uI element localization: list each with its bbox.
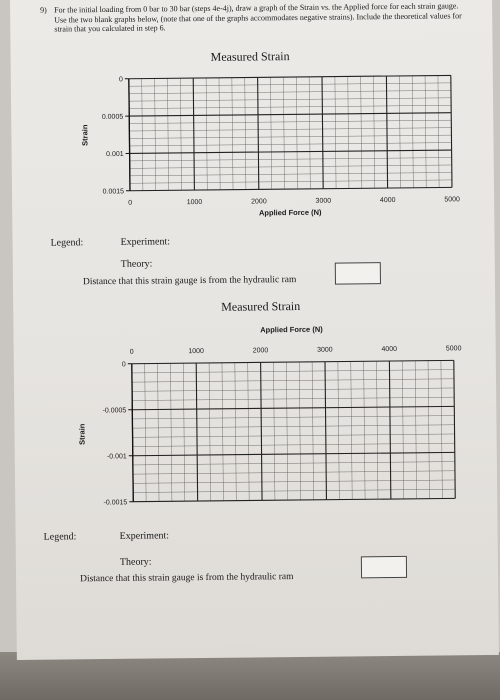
chart-2-x-tick-label: 3000 [317, 346, 333, 354]
chart-1-grid-minor-h [129, 120, 451, 123]
chart-2-y-tick-label: -0.0015 [103, 499, 128, 507]
chart-1-grid-major-h [129, 75, 451, 78]
chart-1-grid-minor-h [129, 128, 451, 131]
chart-1-x-tick-label: 4000 [379, 196, 396, 205]
chart-2-title: Measured Strain [221, 298, 301, 314]
chart-2-grid-major-v [261, 362, 262, 500]
chart-1-grid-minor-v [399, 76, 400, 188]
chart-2-y-axis-title: Strain [77, 423, 87, 445]
chart-1-grid-minor-v [335, 77, 336, 189]
chart-2-grid-minor-v [364, 361, 365, 499]
chart-2-grid-minor-h [132, 425, 454, 428]
chart-2-grid-minor-v [170, 363, 171, 501]
chart-2-grid-minor-v [158, 363, 159, 501]
chart-1-distance-label: Distance that this strain gauge is from the hydraulic ram [82, 275, 297, 288]
chart-1-grid-minor-v [167, 78, 168, 190]
chart-2-grid-minor-v [235, 363, 236, 501]
chart-2-grid-minor-h [133, 462, 455, 465]
chart-2-grid-minor-v [209, 363, 210, 501]
chart-1-grid-minor-h [130, 143, 452, 146]
chart-1-grid-minor-h [129, 90, 451, 93]
chart-1-grid-minor-v [309, 77, 310, 189]
chart-2-grid-minor-h [132, 397, 454, 400]
chart-2-grid-minor-v [222, 363, 223, 501]
chart-1-grid-minor-v [271, 77, 272, 189]
chart-2-grid-minor-v [338, 362, 339, 500]
chart-1-y-tick-label: 0.0005 [101, 113, 124, 121]
chart-2-grid-minor-h [132, 416, 454, 419]
chart-1-x-axis-title: Applied Force (N) [258, 207, 322, 218]
chart-1-x-tick-label: 2000 [251, 198, 267, 206]
chart-1-grid-major-h [129, 113, 451, 116]
chart-1-title: Measured Strain [210, 49, 290, 64]
chart-1-distance-input[interactable] [335, 262, 381, 284]
chart-1-y-axis [129, 79, 130, 191]
chart-1-grid-minor-h [130, 180, 452, 183]
chart-1-grid-minor-v [438, 76, 439, 188]
chart-2-grid-major-v [454, 360, 455, 498]
chart-1-grid-minor-v [361, 76, 362, 188]
chart-2-experiment-label: Experiment: [119, 530, 170, 542]
chart-2-grid-minor-v [402, 361, 403, 499]
chart-1-grid-minor-v [180, 78, 181, 190]
chart-2-grid-minor-h [132, 388, 454, 391]
chart-1-grid-minor-h [130, 165, 452, 168]
chart-1-grid-minor-h [129, 105, 451, 108]
chart-2-x-tick-label: 4000 [381, 345, 398, 354]
chart-2-x-tick-label: 2000 [252, 347, 269, 355]
chart-2-y-tick-label: 0 [121, 361, 126, 369]
chart-2-x-tick-label: 0 [129, 348, 134, 356]
chart-2-grid-major-h [132, 406, 454, 409]
chart-2-grid-major-h [132, 360, 454, 363]
chart-1-grid-minor-h [129, 98, 451, 101]
chart-2-grid-minor-h [132, 370, 454, 373]
chart-2-y-axis [132, 364, 133, 502]
chart-1-legend-label: Legend: [50, 237, 84, 249]
chart-1-y-tick-label: 0.0015 [102, 188, 125, 196]
question-text: For the initial loading from 0 bar to 30 bar (steps 4e-4j), draw a graph of the Strain vs. the Applied force for each strain gauge. Use the two blank graphs below, (note that one of the graphs accommodates negative strains). Include the theoretical values for strain that you calculated in step 6. [54, 1, 462, 34]
chart-2-grid-minor-h [133, 489, 455, 492]
chart-2-grid-minor-h [132, 379, 454, 382]
chart-2-theory-label: Theory: [119, 556, 152, 568]
chart-1-grid [11, 61, 495, 256]
chart-1-grid-major-v [193, 78, 194, 190]
chart-1-grid-minor-v [425, 76, 426, 188]
chart-1-grid-major-h [130, 187, 452, 190]
chart-2-y-tick-label: -0.0005 [102, 407, 127, 415]
chart-2-grid-minor-v [377, 361, 378, 499]
chart-1-grid-minor-h [129, 135, 451, 138]
chart-2-x-tick-label: 1000 [188, 347, 204, 356]
chart-2-grid-major-v [325, 362, 326, 500]
chart-2-x-tick-label: 5000 [445, 345, 462, 353]
chart-2-grid-minor-h [133, 480, 455, 483]
chart-2-grid-minor-v [248, 363, 249, 501]
chart-1-y-tick-label: 0 [118, 76, 123, 84]
chart-2-grid [13, 320, 497, 535]
chart-1-grid-minor-v [219, 78, 220, 190]
chart-2-grid-minor-v [299, 362, 300, 500]
chart-1-grid-minor-h [129, 83, 451, 86]
chart-1-grid-minor-v [206, 78, 207, 190]
chart-1-x-tick-label: 3000 [315, 197, 332, 205]
chart-1-grid-minor-v [296, 77, 297, 189]
chart-2-x-axis-title: Applied Force (N) [260, 324, 323, 335]
chart-2-grid-minor-v [183, 363, 184, 501]
chart-2-grid-minor-v [286, 362, 287, 500]
chart-1-grid-minor-v [283, 77, 284, 189]
chart-1-x-tick-label: 5000 [444, 196, 460, 204]
chart-2-grid-minor-h [133, 434, 455, 437]
chart-1-grid-major-v [322, 77, 323, 189]
chart-1-grid-minor-v [348, 76, 349, 188]
question-number: 9) [40, 5, 47, 15]
chart-2-grid-minor-h [133, 471, 455, 474]
chart-1-x-tick-label: 0 [128, 199, 133, 207]
chart-2-grid-minor-v [415, 361, 416, 499]
chart-1-grid-minor-v [412, 76, 413, 188]
chart-1-grid-major-h [130, 150, 452, 153]
chart-2-grid-minor-v [312, 362, 313, 500]
worksheet-page [10, 0, 499, 660]
chart-2-grid-minor-v [441, 361, 442, 499]
chart-2-grid-major-v [389, 361, 390, 499]
chart-1-experiment-label: Experiment: [120, 236, 171, 248]
question-block [40, 1, 465, 34]
chart-1-y-axis-title: Strain [80, 124, 90, 146]
chart-1-grid-minor-v [142, 79, 143, 191]
chart-1-x-tick-label: 1000 [186, 198, 203, 207]
chart-1-grid-minor-h [130, 172, 452, 175]
chart-2-distance-label: Distance that this strain gauge is from the hydraulic ram [80, 572, 294, 585]
chart-1-theory-label: Theory: [120, 258, 153, 270]
chart-1-grid-minor-v [232, 78, 233, 190]
chart-1-grid-minor-v [374, 76, 375, 188]
chart-2-grid-minor-v [273, 362, 274, 500]
chart-1-grid-major-v [386, 76, 387, 188]
chart-2-grid-major-v [196, 363, 197, 501]
chart-1-grid-minor-v [155, 78, 156, 190]
chart-2-grid-major-h [133, 498, 455, 501]
chart-2-grid-major-h [133, 452, 455, 455]
chart-1-grid-minor-v [245, 78, 246, 190]
chart-2-legend-label: Legend: [43, 531, 77, 543]
chart-1-grid-major-v [258, 77, 259, 189]
chart-1-grid-major-v [451, 75, 452, 187]
chart-2-distance-input[interactable] [361, 556, 407, 578]
chart-2-y-tick-label: -0.001 [106, 453, 127, 461]
chart-2-grid-minor-v [428, 361, 429, 499]
chart-2-grid-minor-v [351, 361, 352, 499]
chart-1-grid-minor-h [130, 158, 452, 161]
chart-2-grid-minor-h [133, 443, 455, 446]
chart-2-grid-minor-v [145, 364, 146, 502]
chart-1-y-tick-label: 0.001 [106, 150, 124, 159]
